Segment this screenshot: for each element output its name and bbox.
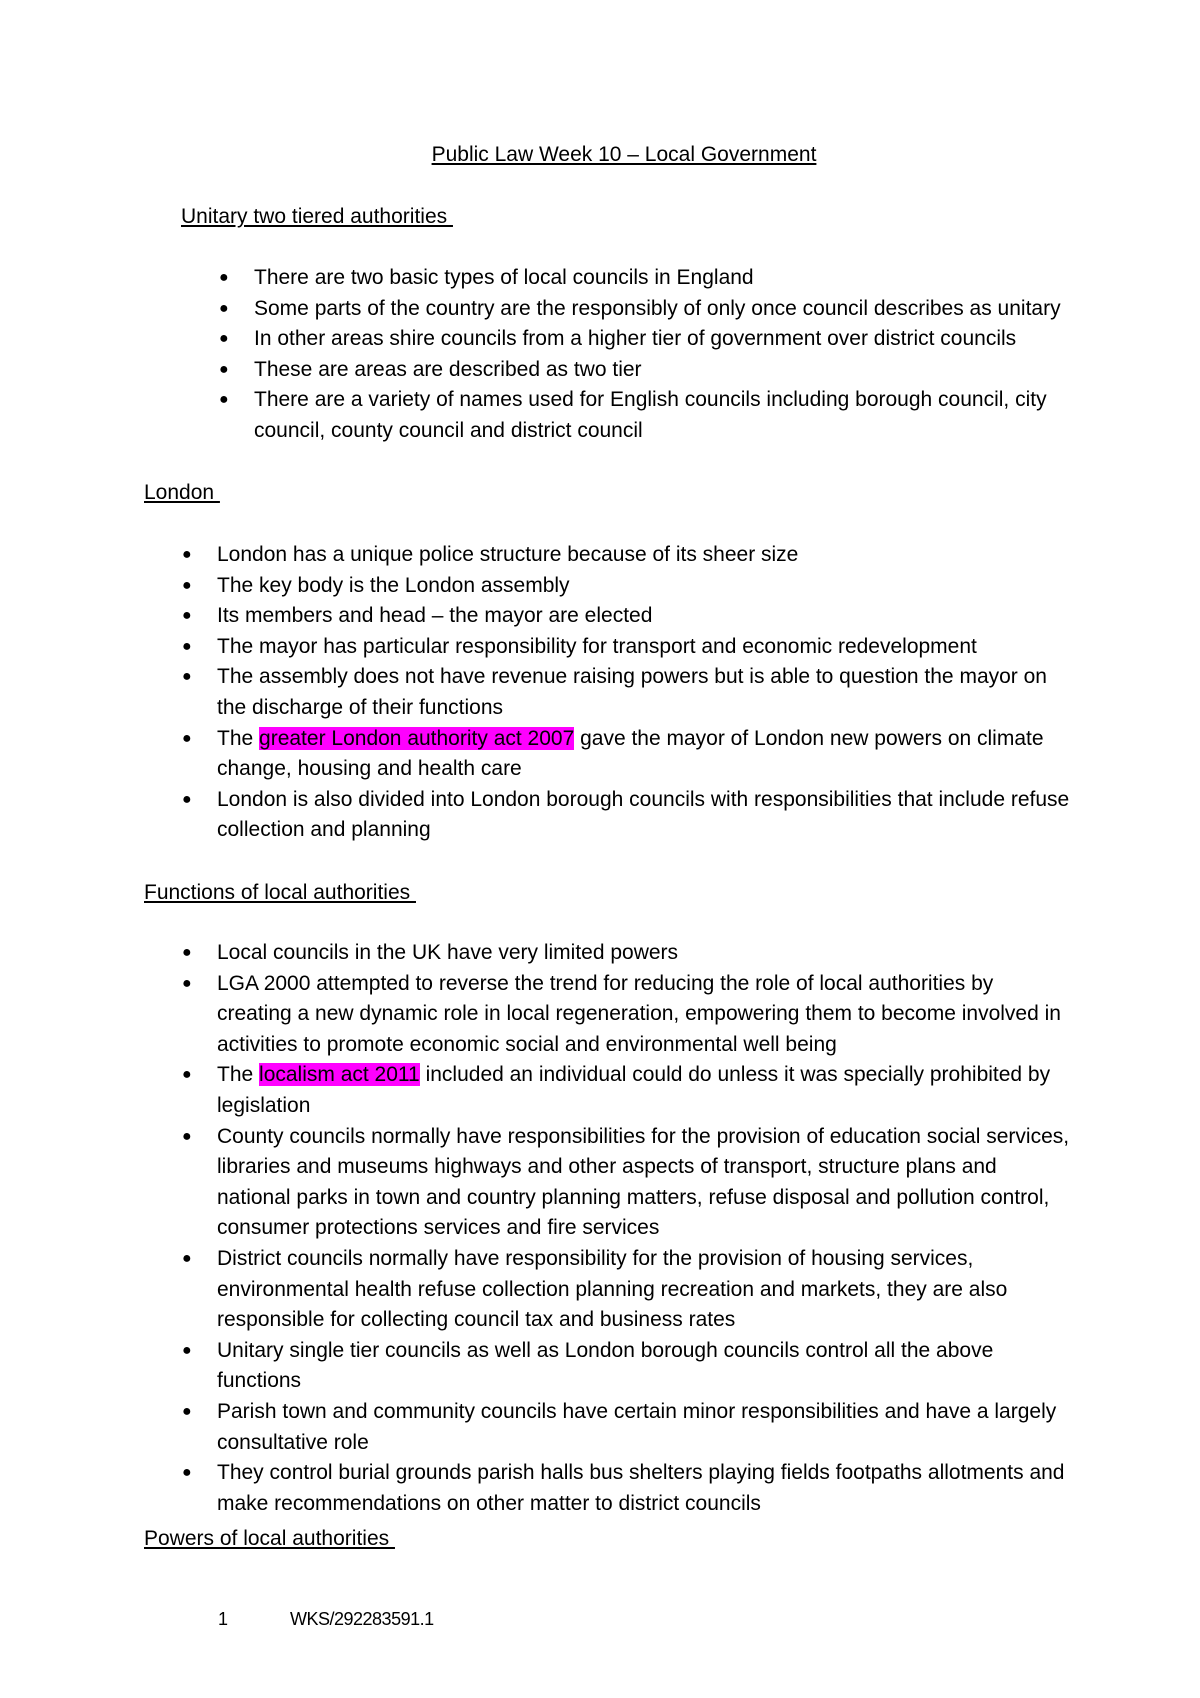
section-heading-unitary: Unitary two tiered authorities (181, 205, 453, 228)
bullet-icon: ● (182, 1127, 192, 1145)
list-item: ● Its members and head – the mayor are elected (217, 601, 1072, 632)
bullet-icon: ● (182, 729, 192, 747)
bullet-icon: ● (182, 607, 192, 625)
bullet-icon: ● (182, 1341, 192, 1359)
list-item: ● These are areas are described as two tier (254, 355, 1084, 386)
list-item: ● They control burial grounds parish halls bus shelters playing fields footpaths allotments and make recommendations on other matter to district councils (217, 1458, 1072, 1519)
page-title: Public Law Week 10 – Local Government (431, 143, 817, 166)
bullet-icon: ● (182, 1066, 192, 1084)
page-number: 1 (218, 1609, 228, 1629)
highlighted-text: localism act 2011 (259, 1063, 420, 1087)
list-item: ● London is also divided into London borough councils with responsibilities that include refuse collection and planning (217, 785, 1072, 846)
section-heading-powers: Powers of local authorities (144, 1527, 395, 1550)
bullet-list-functions (182, 938, 1072, 1519)
section-heading-functions: Functions of local authorities (144, 881, 416, 904)
list-item: ● Unitary single tier councils as well as London borough councils control all the above functions (217, 1336, 1072, 1397)
list-item: ● In other areas shire councils from a higher tier of government over district councils (254, 324, 1084, 355)
bullet-icon: ● (182, 974, 192, 992)
list-item: ● The localism act 2011 included an individual could do unless it was specially prohibited by legislation (217, 1060, 1072, 1121)
bullet-icon: ● (182, 790, 192, 808)
document-reference: WKS/292283591.1 (290, 1609, 434, 1629)
list-item: ● There are two basic types of local councils in England (254, 263, 1084, 294)
bullet-icon: ● (182, 668, 192, 686)
list-item: ● The assembly does not have revenue raising powers but is able to question the mayor on the discharge of their functions (217, 662, 1072, 723)
list-item: ● Some parts of the country are the responsibly of only once council describes as unitary (254, 294, 1084, 325)
bullet-icon: ● (182, 1464, 192, 1482)
list-item: ● The key body is the London assembly (217, 571, 1072, 602)
bullet-icon: ● (219, 330, 229, 348)
bullet-icon: ● (182, 1402, 192, 1420)
list-item: ● County councils normally have responsibilities for the provision of education social services, libraries and museums highways and other aspects of transport, structure plans and national parks in town and country planning matters, refuse disposal and pollution control, consumer protections services and fire services (217, 1122, 1072, 1244)
bullet-icon: ● (182, 944, 192, 961)
list-item: ● LGA 2000 attempted to reverse the trend for reducing the role of local authorities by creating a new dynamic role in local regeneration, empowering them to become involved in activities to promote economic social and environmental well being (217, 969, 1072, 1061)
bullet-icon: ● (219, 299, 229, 317)
bullet-icon: ● (219, 391, 229, 409)
list-item: ● The greater London authority act 2007 gave the mayor of London new powers on climate change, housing and health care (217, 724, 1072, 785)
bullet-icon: ● (182, 546, 192, 563)
bullet-icon: ● (182, 1249, 192, 1267)
list-item: ● There are a variety of names used for English councils including borough council, city council, county council and district council (254, 385, 1084, 446)
bullet-list-london (182, 540, 1072, 846)
list-item: ● London has a unique police structure because of its sheer size (217, 540, 1072, 571)
bullet-icon: ● (182, 637, 192, 655)
list-item: ● Local councils in the UK have very limited powers (217, 938, 1072, 969)
section-heading-london: London (144, 481, 220, 504)
list-item: ● Parish town and community councils have certain minor responsibilities and have a largely consultative role (217, 1397, 1072, 1458)
list-item: ● The mayor has particular responsibility for transport and economic redevelopment (217, 632, 1072, 663)
highlighted-text: greater London authority act 2007 (259, 726, 575, 750)
bullet-icon: ● (182, 576, 192, 594)
list-item: ● District councils normally have responsibility for the provision of housing services, environmental health refuse collection planning recreation and markets, they are also responsible for collecting council tax and business rates (217, 1244, 1072, 1336)
bullet-icon: ● (219, 269, 229, 286)
bullet-list-unitary (219, 263, 1084, 447)
bullet-icon: ● (219, 360, 229, 378)
